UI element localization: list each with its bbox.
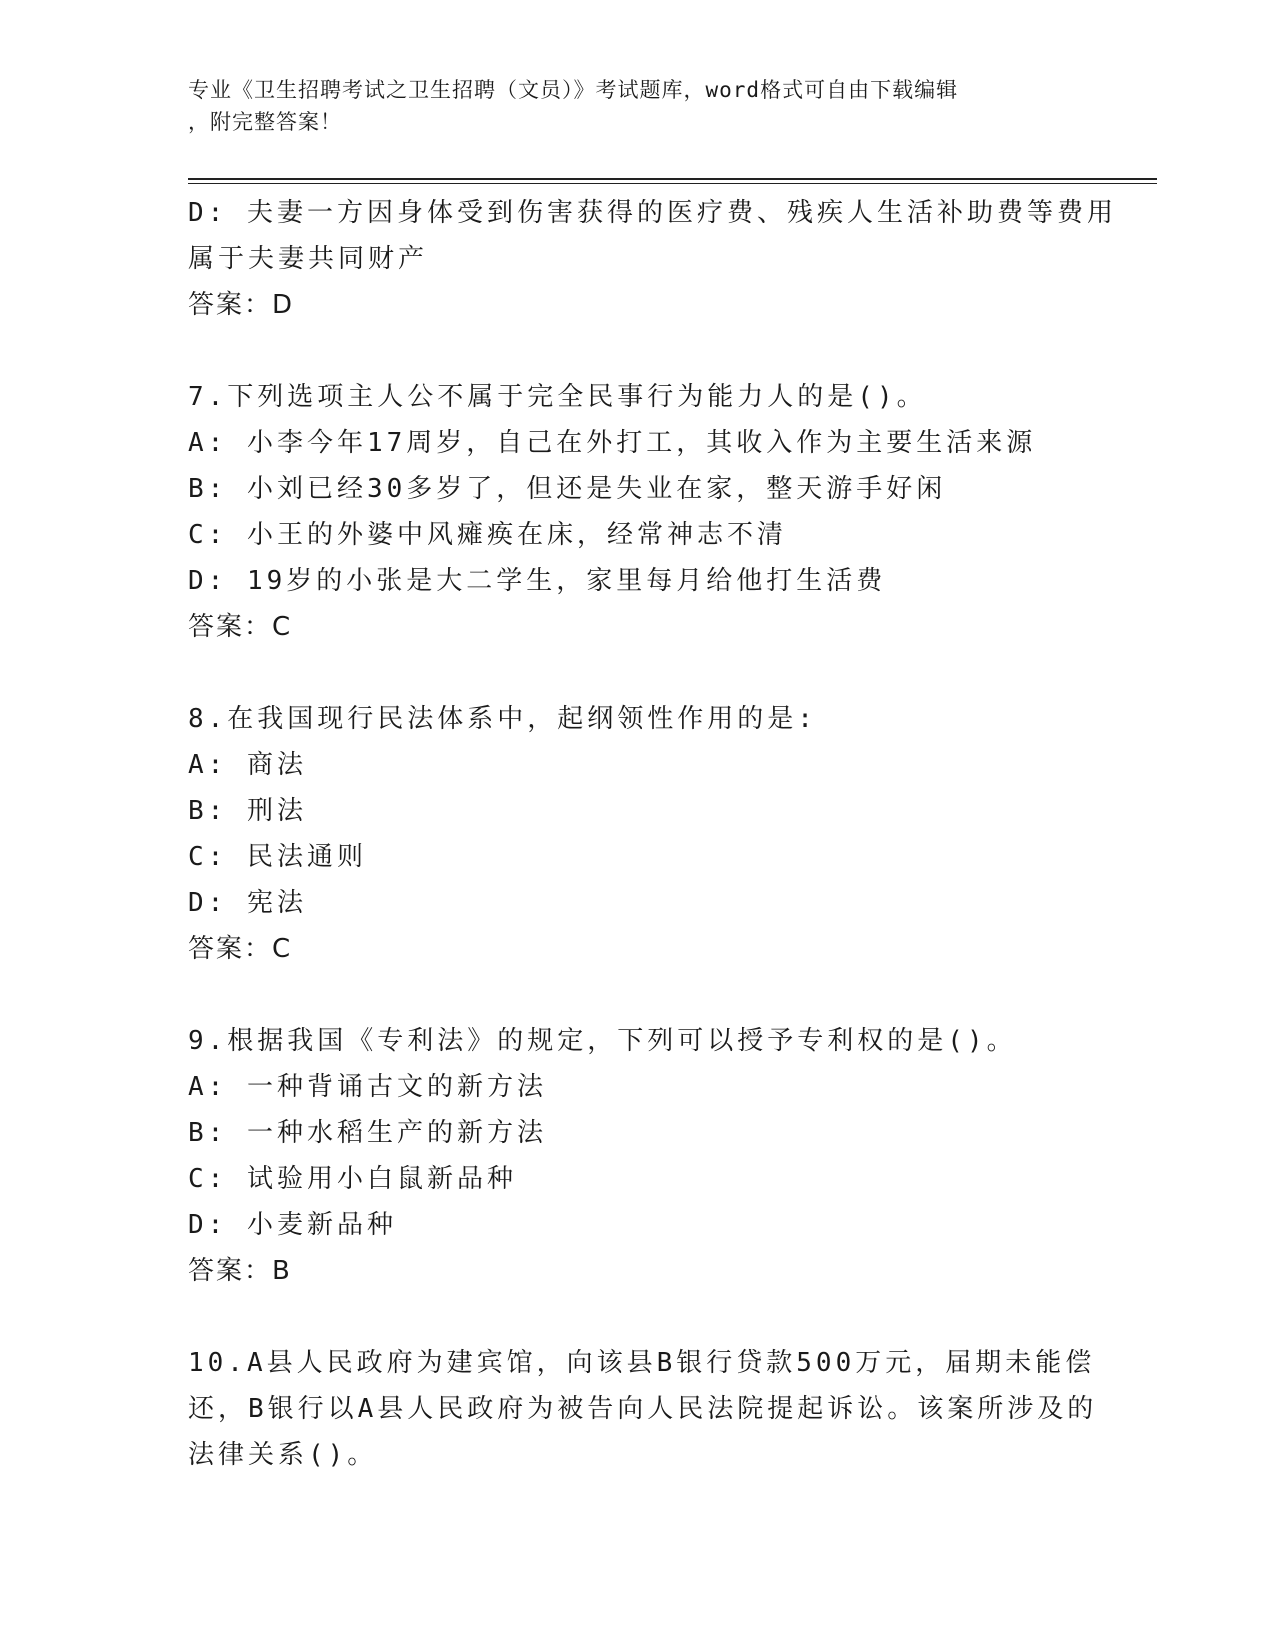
question-9 [188,1018,1088,1294]
option-d: D: 小麦新品种 [188,1210,397,1240]
spacer [188,650,1088,696]
answer-line: 答案：D [188,290,295,320]
answer-line: 答案：C [188,612,293,642]
question-stem: 9.根据我国《专利法》的规定，下列可以授予专利权的是()。 [188,1026,1017,1056]
option-c: C: 民法通则 [188,842,367,872]
option-d-line-1: D: 夫妻一方因身体受到伤害获得的医疗费、残疾人生活补助费等费用 [188,198,1117,228]
option-d: D: 19岁的小张是大二学生，家里每月给他打生活费 [188,566,887,596]
question-7 [188,374,1088,650]
question-stem: 7.下列选项主人公不属于完全民事行为能力人的是()。 [188,382,927,412]
header-divider-thin [188,183,1157,184]
question-10 [188,1340,1098,1478]
question-stem-line-1: 10.A县人民政府为建宾馆，向该县B银行贷款500万元，届期未能偿 [188,1348,1096,1378]
option-d-line-2: 属于夫妻共同财产 [188,244,429,274]
option-b: B: 一种水稻生产的新方法 [188,1118,547,1148]
option-c: C: 试验用小白鼠新品种 [188,1164,517,1194]
question-8 [188,696,1088,972]
option-b: B: 刑法 [188,796,307,826]
question-6-tail [188,190,1117,328]
header-title-line-2: ，附完整答案！ [188,110,342,134]
option-b: B: 小刘已经30多岁了，但还是失业在家，整天游手好闲 [188,474,947,504]
spacer [188,328,1088,374]
answer-line: 答案：B [188,1256,292,1286]
option-a: A: 一种背诵古文的新方法 [188,1072,547,1102]
option-d: D: 宪法 [188,888,307,918]
question-stem-line-3: 法律关系()。 [188,1440,378,1470]
question-stem-line-2: 还，B银行以A县人民政府为被告向人民法院提起诉讼。该案所涉及的 [188,1394,1098,1424]
spacer [188,972,1088,1018]
document-header [188,74,1088,138]
option-c: C: 小王的外婆中风瘫痪在床，经常神志不清 [188,520,787,550]
question-list [188,190,1117,1478]
question-stem: 8.在我国现行民法体系中，起纲领性作用的是: [188,704,817,734]
option-a: A: 小李今年17周岁，自己在外打工，其收入作为主要生活来源 [188,428,1037,458]
header-divider-thick [188,178,1157,180]
spacer [188,1294,1088,1340]
option-a: A: 商法 [188,750,307,780]
header-title-line-1: 专业《卫生招聘考试之卫生招聘（文员）》考试题库，word格式可自由下载编辑 [188,78,959,102]
answer-line: 答案：C [188,934,293,964]
